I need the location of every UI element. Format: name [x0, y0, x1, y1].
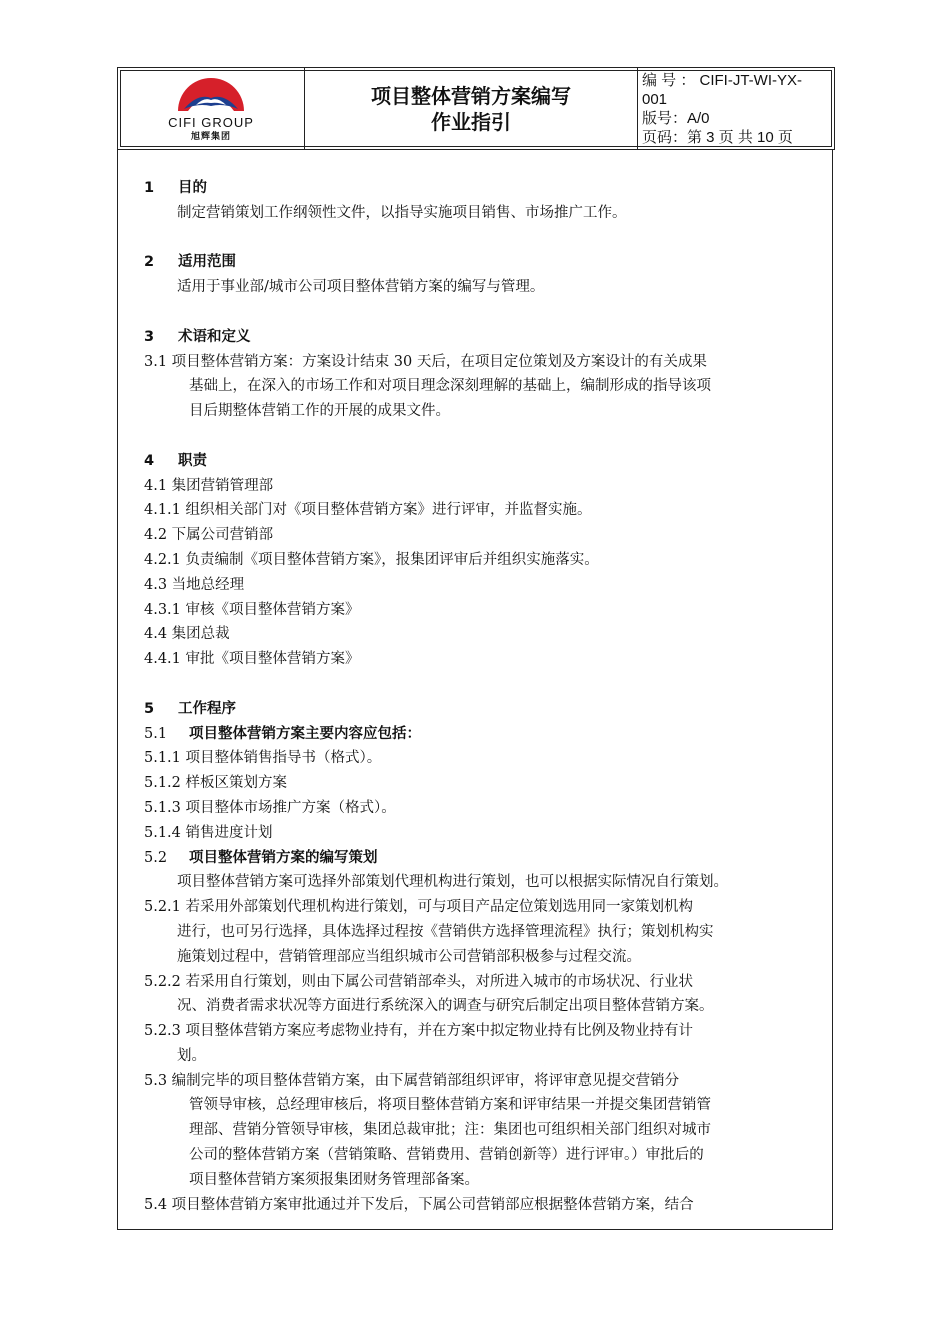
procedure-paragraph: 5.4 项目整体营销方案审批通过并下发后，下属公司营销部应根据整体营销方案，结合	[144, 1196, 694, 1213]
duty-detail: 4.4.1 审批《项目整体营销方案》	[144, 651, 360, 668]
logo-text-en: CIFI GROUP	[168, 115, 254, 130]
definition-line: 3.1 项目整体营销方案：方案设计结束 30 天后，在项目定位策划及方案设计的有关成果	[144, 353, 707, 370]
procedure-paragraph: 理部、营销分管领导审核，集团总裁审批；注：集团也可组织相关部门组织对城市	[189, 1122, 711, 1139]
document-header	[117, 67, 835, 150]
procedure-paragraph: 5.3 编制完毕的项目整体营销方案，由下属营销部组织评审，将评审意见提交营销分	[144, 1072, 680, 1089]
doc-code-cont: 001	[642, 91, 668, 108]
procedure-paragraph: 项目整体营销方案须报集团财务管理部备案。	[189, 1171, 479, 1188]
document-meta	[638, 68, 834, 149]
document-body	[144, 176, 814, 1217]
procedure-paragraph: 5.2.1 若采用外部策划代理机构进行策划，可与项目产品定位策划选用同一家策划机构	[144, 899, 694, 916]
title-line-2: 作业指引	[431, 109, 511, 134]
document-title	[305, 68, 638, 149]
duty-detail: 4.3.1 审核《项目整体营销方案》	[144, 601, 360, 618]
procedure-paragraph: 施策划过程中，营销管理部应当组织城市公司营销部积极参与过程交流。	[177, 948, 641, 965]
procedure-paragraph: 况、消费者需求状况等方面进行系统深入的调查与研究后制定出项目整体营销方案。	[177, 998, 714, 1015]
duty-item: 4.4 集团总裁	[144, 626, 230, 643]
section-heading-2: 2 适用范围	[144, 254, 236, 271]
logo-text-cn: 旭辉集团	[190, 132, 231, 142]
procedure-paragraph: 5.2.3 项目整体营销方案应考虑物业持有，并在方案中拟定物业持有比例及物业持有计	[144, 1023, 694, 1040]
procedure-item: 5.1.3 项目整体市场推广方案（格式）。	[144, 799, 396, 816]
procedure-heading-5-2: 5.2 项目整体营销方案的编写策划	[144, 849, 378, 866]
procedure-paragraph: 5.2.2 若采用自行策划，则由下属公司营销部牵头，对所进入城市的市场状况、行业状	[144, 973, 694, 990]
duty-detail: 4.1.1 组织相关部门对《项目整体营销方案》进行评审，并监督实施。	[144, 502, 592, 519]
duty-item: 4.1 集团营销管理部	[144, 477, 274, 494]
doc-code: 编 号 ： CIFI-JT-WI-YX-	[642, 72, 802, 89]
duty-item: 4.3 当地总经理	[144, 576, 245, 593]
doc-version: 版号：A/0	[642, 110, 710, 127]
section-body-2: 适用于事业部/城市公司项目整体营销方案的编写与管理。	[177, 279, 545, 296]
logo-cell	[118, 68, 305, 149]
doc-page: 页码：第 3 页 共 10 页	[642, 129, 793, 146]
section-heading-1: 1 目的	[144, 180, 207, 196]
procedure-paragraph: 公司的整体营销方案（营销策略、营销费用、营销创新等）进行评审。）审批后的	[189, 1147, 704, 1164]
section-heading-3: 3 术语和定义	[144, 328, 251, 345]
duty-item: 4.2 下属公司营销部	[144, 527, 274, 544]
procedure-paragraph: 进行，也可另行选择，具体选择过程按《营销供方选择管理流程》执行；策划机构实	[177, 923, 714, 940]
duty-detail: 4.2.1 负责编制《项目整体营销方案》，报集团评审后并组织实施落实。	[144, 551, 599, 568]
definition-line: 基础上，在深入的市场工作和对项目理念深刻理解的基础上，编制形成的指导该项	[189, 378, 711, 395]
definition-line: 目后期整体营销工作的开展的成果文件。	[189, 403, 450, 420]
procedure-item: 5.1.2 样板区策划方案	[144, 775, 288, 792]
procedure-heading-5-1: 5.1 项目整体营销方案主要内容应包括：	[144, 725, 421, 742]
section-heading-4: 4 职责	[144, 452, 207, 469]
procedure-item: 5.1.4 销售进度计划	[144, 824, 273, 841]
procedure-paragraph: 划。	[177, 1047, 206, 1064]
cifi-logo-icon	[174, 75, 248, 115]
title-line-1: 项目整体营销方案编写	[371, 83, 571, 108]
procedure-item: 5.1.1 项目整体销售指导书（格式）。	[144, 750, 382, 767]
procedure-paragraph: 管领导审核，总经理审核后，将项目整体营销方案和评审结果一并提交集团营销管	[189, 1097, 711, 1114]
section-heading-5: 5 工作程序	[144, 700, 236, 717]
procedure-paragraph: 项目整体营销方案可选择外部策划代理机构进行策划，也可以根据实际情况自行策划。	[177, 874, 728, 891]
section-body-1: 制定营销策划工作纲领性文件，以指导实施项目销售、市场推广工作。	[177, 204, 627, 221]
